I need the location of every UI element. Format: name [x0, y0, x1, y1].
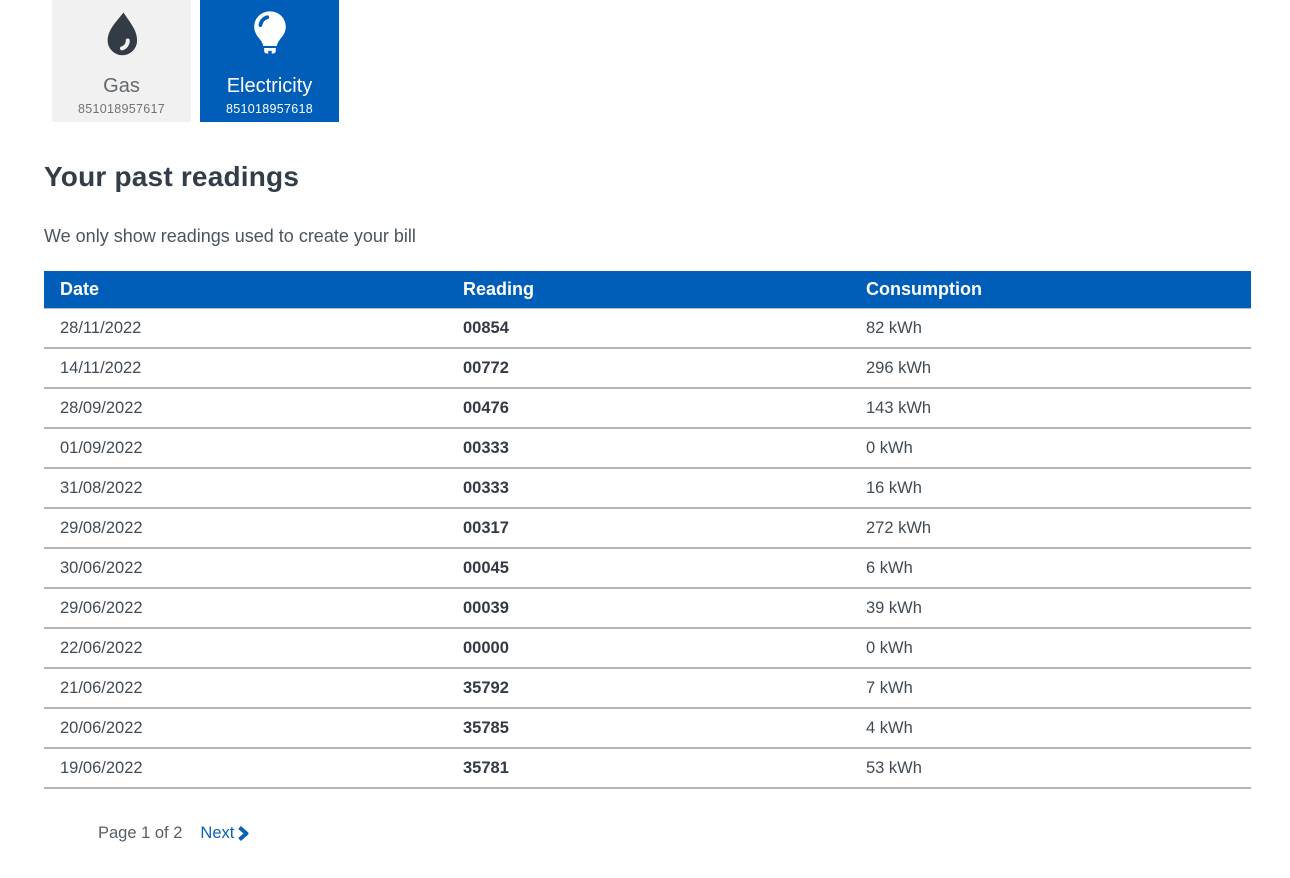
- row-date: 20/06/2022: [60, 718, 143, 737]
- column-header-date: Date: [60, 279, 100, 299]
- row-consumption: 4 kWh: [866, 718, 913, 737]
- row-reading: 00317: [463, 518, 509, 537]
- tab-electricity-label: Electricity: [226, 75, 313, 97]
- page-title: Your past readings: [44, 161, 300, 192]
- chevron-right-icon: [238, 826, 249, 841]
- table-row: [44, 429, 1251, 469]
- pagination-status: Page 1 of 2: [98, 824, 183, 842]
- table-body: [44, 309, 1251, 789]
- next-page-button[interactable]: [200, 824, 249, 843]
- table-row: [44, 749, 1251, 789]
- row-consumption: 53 kWh: [866, 758, 922, 777]
- tab-gas[interactable]: [52, 0, 191, 122]
- row-consumption: 6 kWh: [866, 558, 913, 577]
- row-consumption: 296 kWh: [866, 358, 932, 377]
- row-reading: 35792: [463, 678, 509, 697]
- row-reading: 35785: [463, 718, 509, 737]
- table-row: [44, 349, 1251, 389]
- row-reading: 35781: [463, 758, 509, 777]
- table-row: [44, 509, 1251, 549]
- row-reading: 00476: [463, 398, 509, 417]
- pagination: [98, 824, 1251, 843]
- next-page-label: Next: [200, 824, 235, 842]
- row-date: 21/06/2022: [60, 678, 143, 697]
- row-consumption: 0 kWh: [866, 438, 913, 457]
- table-header-row: [44, 271, 1251, 309]
- row-date: 30/06/2022: [60, 558, 143, 577]
- tab-gas-number: 851018957617: [77, 102, 166, 116]
- row-date: 28/09/2022: [60, 398, 143, 417]
- row-reading: 00333: [463, 438, 509, 457]
- readings-table: [44, 271, 1251, 789]
- table-row: [44, 309, 1251, 349]
- tab-gas-label: Gas: [103, 75, 140, 97]
- row-reading: 00333: [463, 478, 509, 497]
- column-header-reading: Reading: [463, 279, 535, 299]
- row-date: 14/11/2022: [60, 358, 142, 377]
- row-date: 01/09/2022: [60, 438, 143, 457]
- main-content: [0, 161, 1290, 843]
- row-date: 19/06/2022: [60, 758, 143, 777]
- row-date: 29/06/2022: [60, 598, 143, 617]
- row-consumption: 7 kWh: [866, 678, 913, 697]
- bulb-icon: [248, 9, 292, 59]
- table-row: [44, 589, 1251, 629]
- row-reading: 00045: [463, 558, 509, 577]
- row-consumption: 16 kWh: [866, 478, 922, 497]
- row-consumption: 39 kWh: [866, 598, 922, 617]
- row-date: 22/06/2022: [60, 638, 143, 657]
- row-reading: 00772: [463, 358, 509, 377]
- table-row: [44, 669, 1251, 709]
- flame-icon: [99, 9, 145, 59]
- row-reading: 00854: [463, 318, 509, 337]
- table-row: [44, 549, 1251, 589]
- row-date: 28/11/2022: [60, 318, 142, 337]
- table-row: [44, 709, 1251, 749]
- row-reading: 00000: [463, 638, 509, 657]
- column-header-consumption: Consumption: [866, 279, 982, 299]
- fuel-tabs: [0, 0, 1290, 122]
- page-subtitle: We only show readings used to create your bill: [44, 226, 416, 246]
- row-consumption: 272 kWh: [866, 518, 932, 537]
- row-reading: 00039: [463, 598, 509, 617]
- table-row: [44, 389, 1251, 429]
- tab-electricity-number: 851018957618: [225, 102, 314, 116]
- row-consumption: 0 kWh: [866, 638, 913, 657]
- row-date: 31/08/2022: [60, 478, 143, 497]
- table-row: [44, 469, 1251, 509]
- row-consumption: 82 kWh: [866, 318, 922, 337]
- tab-electricity[interactable]: [200, 0, 339, 122]
- table-row: [44, 629, 1251, 669]
- row-consumption: 143 kWh: [866, 398, 932, 417]
- row-date: 29/08/2022: [60, 518, 143, 537]
